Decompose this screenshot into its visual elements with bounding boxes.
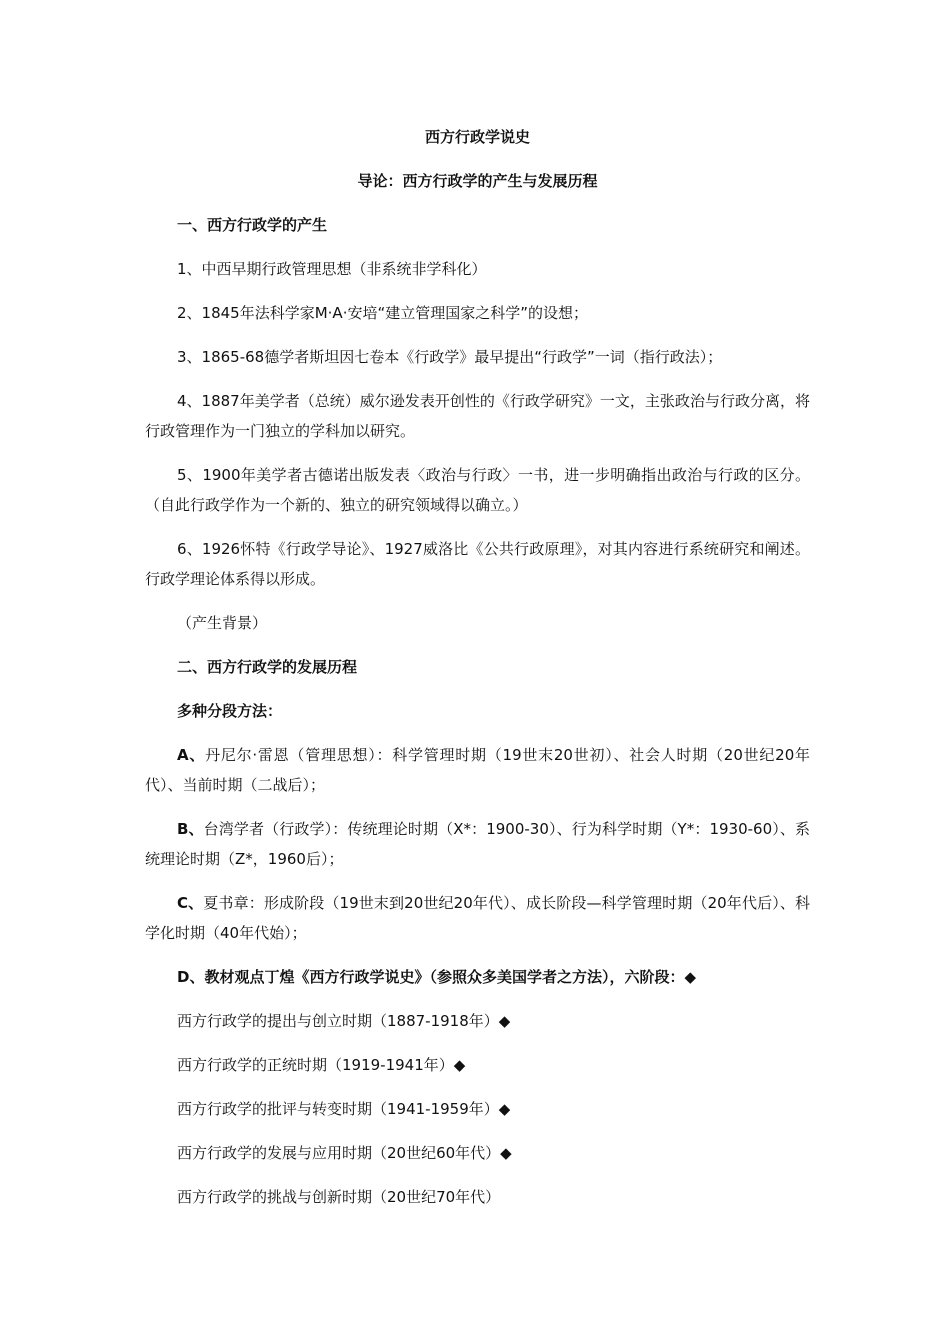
stage-2: 西方行政学的正统时期（1919-1941年）◆: [177, 1056, 466, 1074]
section-heading-development: 二、西方行政学的发展历程: [177, 658, 358, 676]
origin-item-1: 1、中西早期行政管理思想（非系统非学科化）: [177, 260, 487, 278]
origin-item-6: 6、1926怀特《行政学导论》、1927威洛比《公共行政原理》，对其内容进行系统研究和阐述。行政学理论体系得以形成。: [145, 540, 810, 588]
method-a: [145, 740, 810, 800]
method-c-label: C、: [177, 894, 204, 912]
method-a-text: 丹尼尔·雷恩（管理思想）：科学管理时期（19世末20世初）、社会人时期（20世纪20年代）、当前时期（二战后）；: [145, 746, 810, 794]
method-d: D、教材观点丁煌《西方行政学说史》（参照众多美国学者之方法），六阶段：◆: [177, 968, 696, 986]
method-a-label: A、: [177, 746, 206, 764]
origin-item-2: 2、1845年法科学家M·A·安培“建立管理国家之科学”的设想；: [177, 304, 589, 322]
method-c: [145, 888, 810, 948]
stage-1: 西方行政学的提出与创立时期（1887-1918年）◆: [177, 1012, 511, 1030]
origin-item-3: 3、1865-68德学者斯坦因七卷本《行政学》最早提出“行政学”一词（指行政法）；: [177, 348, 723, 366]
method-c-text: 夏书章：形成阶段（19世末到20世纪20年代）、成长阶段—科学管理时期（20年代后）、科学化时期（40年代始）；: [145, 894, 810, 942]
origin-item-4: 4、1887年美学者（总统）威尔逊发表开创性的《行政学研究》一文，主张政治与行政分离，将行政管理作为一门独立的学科加以研究。: [145, 392, 810, 440]
method-b-text: 台湾学者（行政学）：传统理论时期（X*：1900-30）、行为科学时期（Y*：1930-60）、系统理论时期（Z*，1960后）；: [145, 820, 810, 868]
document-title: 西方行政学说史: [424, 128, 530, 146]
origin-note: （产生背景）: [177, 614, 268, 632]
stage-4: 西方行政学的发展与应用时期（20世纪60年代）◆: [177, 1144, 512, 1162]
stage-5: 西方行政学的挑战与创新时期（20世纪70年代）: [177, 1188, 501, 1206]
method-b: [145, 814, 810, 874]
document-body: [145, 122, 810, 1226]
stage-3: 西方行政学的批评与转变时期（1941-1959年）◆: [177, 1100, 511, 1118]
method-b-label: B、: [177, 820, 204, 838]
origin-item-5: 5、1900年美学者古德诺出版发表〈政治与行政〉一书，进一步明确指出政治与行政的区分。（自此行政学作为一个新的、独立的研究领域得以确立。）: [145, 466, 810, 514]
document-subtitle: 导论：西方行政学的产生与发展历程: [357, 172, 598, 190]
section-heading-origin: 一、西方行政学的产生: [177, 216, 328, 234]
subheading-methods: 多种分段方法：: [177, 702, 283, 720]
